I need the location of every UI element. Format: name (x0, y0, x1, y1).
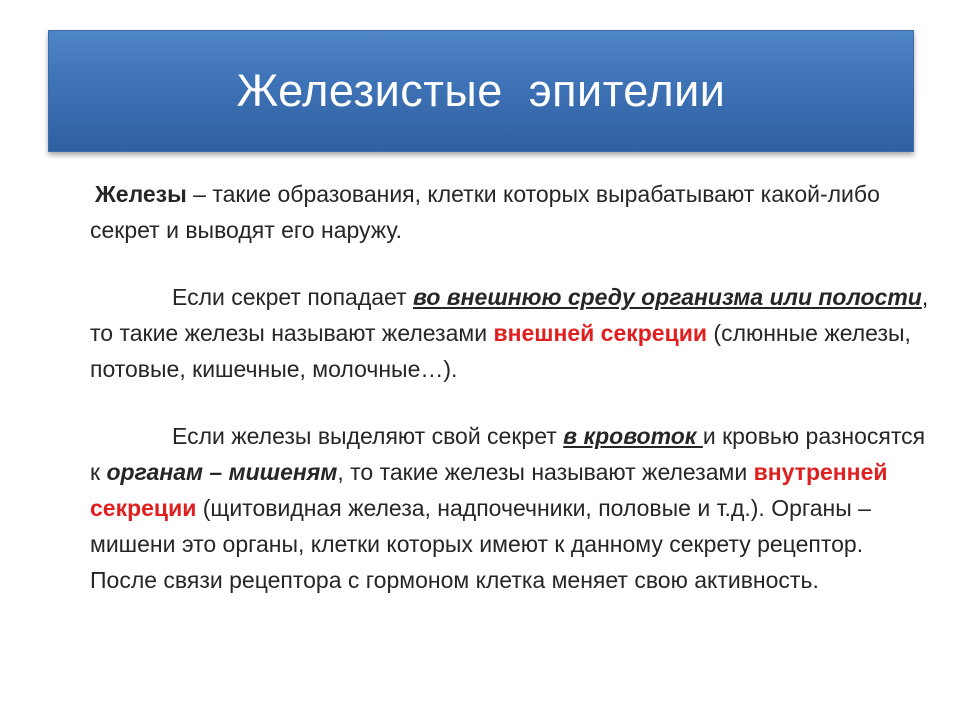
paragraph-glands-definition (90, 176, 930, 248)
text-segment: , то такие железы называют железами (90, 284, 929, 346)
emphasis-external-environment: во внешнюю среду организма или полости (413, 284, 922, 310)
text-segment: и кровью разносятся к (90, 423, 926, 485)
text-segment: (слюнные железы, потовые, кишечные, молочные…). (90, 320, 911, 382)
definition-text: – такие образования, клетки которых вырабатывают какой-либо секрет и выводят его наружу. (90, 181, 880, 243)
highlight-internal-secretion: внутренней секреции (90, 459, 888, 521)
paragraph-internal-secretion (90, 418, 930, 598)
text-segment: Если железы выделяют свой секрет (172, 423, 564, 449)
emphasis-target-organs: органам – мишеням (106, 459, 338, 485)
text-segment: Если секрет попадает (172, 284, 413, 310)
highlight-external-secretion: внешней секреции (493, 320, 708, 346)
slide-body (90, 176, 930, 598)
text-segment: , то такие железы называют железами (337, 459, 754, 485)
term-glands: Железы (95, 181, 187, 207)
paragraph-external-secretion (90, 279, 930, 387)
slide-title: Железистые эпителии (236, 65, 726, 116)
emphasis-bloodstream: в кровоток (563, 423, 703, 449)
text-segment: (щитовидная железа, надпочечники, половые и т.д.). Органы – мишени это органы, клетки которых имеют к данному секрету рецептор. После связи рецептора с гормоном клетка меняет свою активность. (90, 495, 871, 593)
title-banner (48, 30, 914, 152)
